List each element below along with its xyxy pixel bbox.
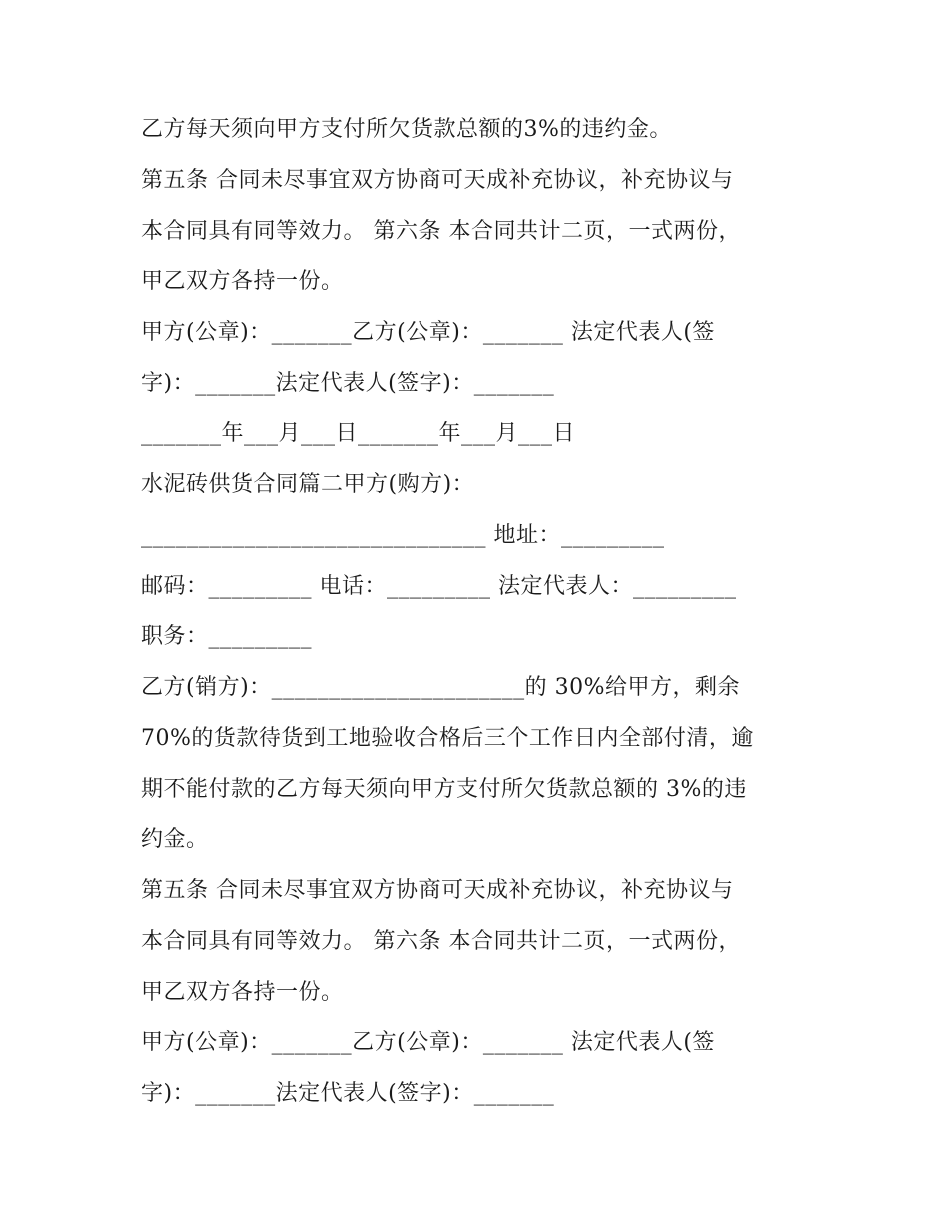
text-line: 甲乙双方各持一份。 bbox=[141, 269, 344, 294]
signature-line: 字)：_______法定代表人(签字)：_______ bbox=[141, 371, 555, 396]
text-line: 本合同具有同等效力。 第六条 本合同共计二页，一式两份， bbox=[141, 219, 741, 244]
text-line: 本合同具有同等效力。 第六条 本合同共计二页，一式两份， bbox=[141, 929, 741, 954]
signature-line: 甲方(公章)：_______乙方(公章)：_______ 法定代表人(签 bbox=[141, 320, 715, 345]
section-heading: 水泥砖供货合同篇二甲方(购方)： bbox=[141, 472, 475, 497]
form-field-line: 职务：_________ bbox=[141, 624, 313, 649]
form-field-line: ______________________________ 地址：_________ bbox=[141, 523, 665, 548]
signature-line: 字)：_______法定代表人(签字)：_______ bbox=[141, 1081, 555, 1106]
text-line: 甲乙双方各持一份。 bbox=[141, 980, 344, 1005]
form-field-line: 邮码：_________ 电话：_________ 法定代表人：_________ bbox=[141, 574, 737, 599]
text-line: 第五条 合同未尽事宜双方协商可天成补充协议，补充协议与 bbox=[141, 878, 734, 903]
date-line: _______年___月___日_______年___月___日 bbox=[141, 421, 576, 446]
text-line: 第五条 合同未尽事宜双方协商可天成补充协议，补充协议与 bbox=[141, 168, 734, 193]
signature-line: 甲方(公章)：_______乙方(公章)：_______ 法定代表人(签 bbox=[141, 1030, 715, 1055]
text-line: 乙方每天须向甲方支付所欠货款总额的3%的违约金。 bbox=[141, 117, 672, 142]
text-line: 约金。 bbox=[141, 827, 209, 852]
text-line: 乙方(销方)：______________________的 30%给甲方，剩余 bbox=[141, 675, 741, 700]
text-line: 期不能付款的乙方每天须向甲方支付所欠货款总额的 3%的违 bbox=[141, 777, 747, 802]
text-line: 70%的货款待货到工地验收合格后三个工作日内全部付清，逾 bbox=[141, 726, 754, 751]
